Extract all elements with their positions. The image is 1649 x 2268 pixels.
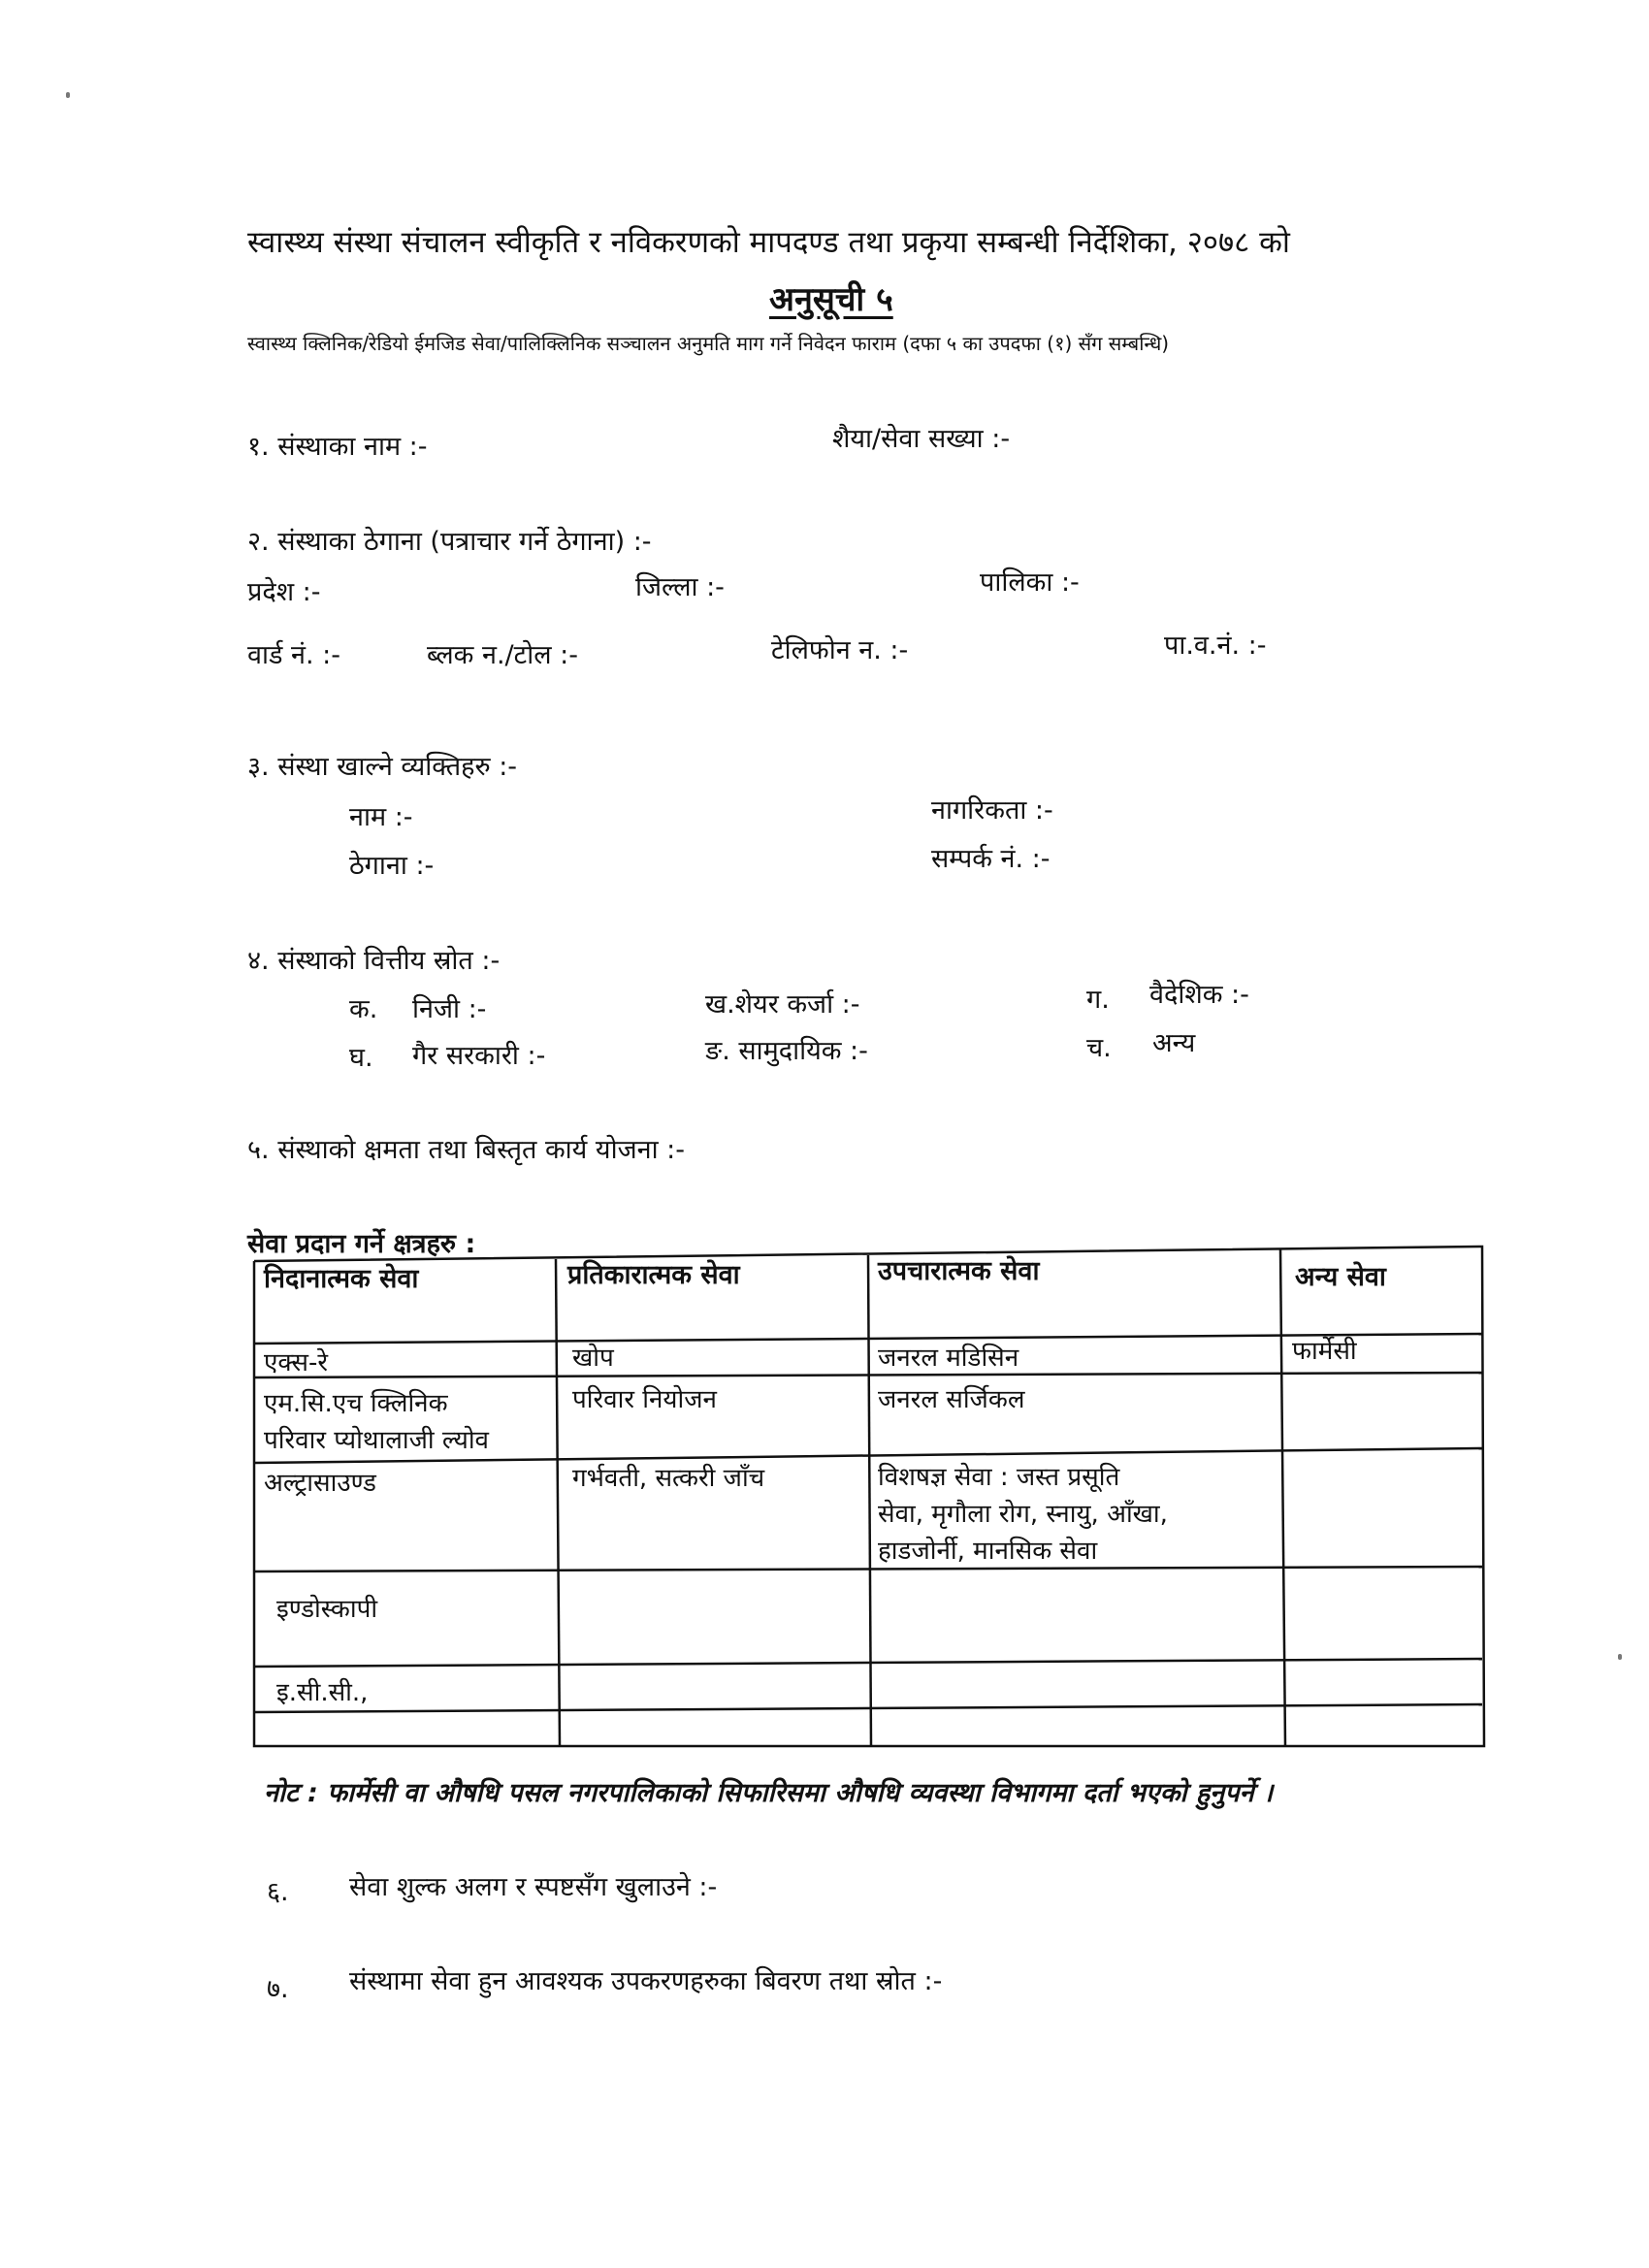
header-other: अन्य सेवा bbox=[1295, 1262, 1386, 1292]
ward-label: वार्ड नं. :- bbox=[247, 640, 341, 670]
province-label: प्रदेश :- bbox=[247, 577, 321, 607]
telephone-label: टेलिफोन न. :- bbox=[771, 635, 909, 665]
address-section-title: २. संस्थाका ठेगाना (पत्राचार गर्ने ठेगाना) :- bbox=[247, 527, 652, 557]
capacity-plan-title: ५. संस्थाको क्षमता तथा बिस्तृत कार्य योजना :- bbox=[247, 1135, 685, 1165]
community-source-label: ङ. सामुदायिक :- bbox=[705, 1036, 868, 1066]
other-source-label: अन्य bbox=[1152, 1028, 1196, 1058]
cell-specialist-line3: हाडजोर्नी, मानसिक सेवा bbox=[878, 1537, 1098, 1566]
block-tole-label: ब्लक न./टोल :- bbox=[427, 640, 578, 670]
founder-name-label: नाम :- bbox=[349, 802, 413, 832]
header-curative: उपचारात्मक सेवा bbox=[878, 1256, 1040, 1286]
header-diagnostic: निदानात्मक सेवा bbox=[264, 1264, 419, 1294]
financial-source-title: ४. संस्थाको वित्तीय स्रोत :- bbox=[247, 946, 501, 976]
cell-ecg: इ.सी.सी., bbox=[276, 1678, 369, 1707]
citizenship-label: नागरिकता :- bbox=[931, 795, 1053, 826]
founder-address-label: ठेगाना :- bbox=[349, 851, 435, 881]
cell-mch-clinic: एम.सि.एच क्लिनिक bbox=[264, 1389, 448, 1418]
pharmacy-note: नोट : फार्मेसी वा औषधि पसल नगरपालिकाको सिफारिसमा औषधि व्यवस्था विभागमा दर्ता भएको हुनुपर्ने । bbox=[264, 1778, 1274, 1808]
service-fee-label: सेवा शुल्क अलग र स्पष्टसँग खुलाउने :- bbox=[349, 1872, 718, 1902]
section-6-number: ६. bbox=[267, 1877, 289, 1907]
form-subtitle: स्वास्थ्य क्लिनिक/रेडियो ईमजिड सेवा/पालिक्लिनिक सञ्चालन अनुमति माग गर्ने निवेदन फाराम (दफा ५ का उपदफा (१) सँग सम्बन्धि) bbox=[247, 332, 1170, 355]
share-loan-label: ख.शेयर कर्जा :- bbox=[705, 989, 860, 1020]
equipment-details-label: संस्थामा सेवा हुन आवश्यक उपकरणहरुका बिवरण तथा स्रोत :- bbox=[349, 1966, 943, 1996]
cha-marker: च. bbox=[1086, 1033, 1112, 1063]
cell-specialist-line1: विशषज्ञ सेवा : जस्त प्रसूति bbox=[878, 1463, 1120, 1492]
schedule-heading: अनुसूची ५ bbox=[769, 280, 893, 319]
institution-name-label: १. संस्थाका नाम :- bbox=[247, 432, 428, 462]
private-source-label: निजी :- bbox=[412, 994, 487, 1024]
cell-family-planning: परिवार नियोजन bbox=[572, 1385, 717, 1414]
non-government-label: गैर सरकारी :- bbox=[412, 1041, 546, 1071]
cell-antenatal-checkup: गर्भवती, सत्करी जाँच bbox=[572, 1464, 765, 1493]
document-title: स्वास्थ्य संस्था संचालन स्वीकृति र नविकरणको मापदण्ड तथा प्रकृया सम्बन्धी निर्देशिका, २०७८ को bbox=[247, 225, 1290, 260]
bed-count-label: शैया/सेवा सख्या :- bbox=[832, 424, 1011, 454]
palika-label: पालिका :- bbox=[980, 567, 1080, 598]
header-preventive: प्रतिकारात्मक सेवा bbox=[567, 1260, 740, 1290]
cell-xray: एक्स-रे bbox=[264, 1348, 328, 1377]
cell-pharmacy: फार्मेसी bbox=[1292, 1337, 1357, 1366]
ga-marker: ग. bbox=[1086, 985, 1110, 1015]
cell-pathology-lab: परिवार प्योथालाजी ल्योव bbox=[264, 1426, 490, 1455]
po-box-label: पा.व.नं. :- bbox=[1164, 631, 1267, 661]
gha-marker: घ. bbox=[349, 1043, 373, 1073]
section-7-number: ७. bbox=[267, 1974, 289, 2004]
cell-ultrasound: अल्ट्रासाउण्ड bbox=[264, 1469, 376, 1498]
contact-number-label: सम्पर्क नं. :- bbox=[931, 844, 1051, 874]
cell-vaccination: खोप bbox=[572, 1344, 614, 1373]
ka-marker: क. bbox=[349, 994, 378, 1024]
district-label: जिल्ला :- bbox=[635, 572, 725, 602]
cell-specialist-line2: सेवा, मृगौला रोग, स्नायु, आँखा, bbox=[878, 1500, 1168, 1529]
service-areas-heading: सेवा प्रदान गर्ने क्षत्रहरु : bbox=[247, 1229, 476, 1259]
cell-general-surgical: जनरल सर्जिकल bbox=[878, 1385, 1025, 1414]
founders-section-title: ३. संस्था खाल्ने व्यक्तिहरु :- bbox=[247, 752, 518, 782]
foreign-source-label: वैदेशिक :- bbox=[1149, 980, 1249, 1010]
cell-general-medicine: जनरल मडिसिन bbox=[878, 1344, 1019, 1373]
cell-endoscopy: इण्डोस्कापी bbox=[276, 1595, 378, 1624]
